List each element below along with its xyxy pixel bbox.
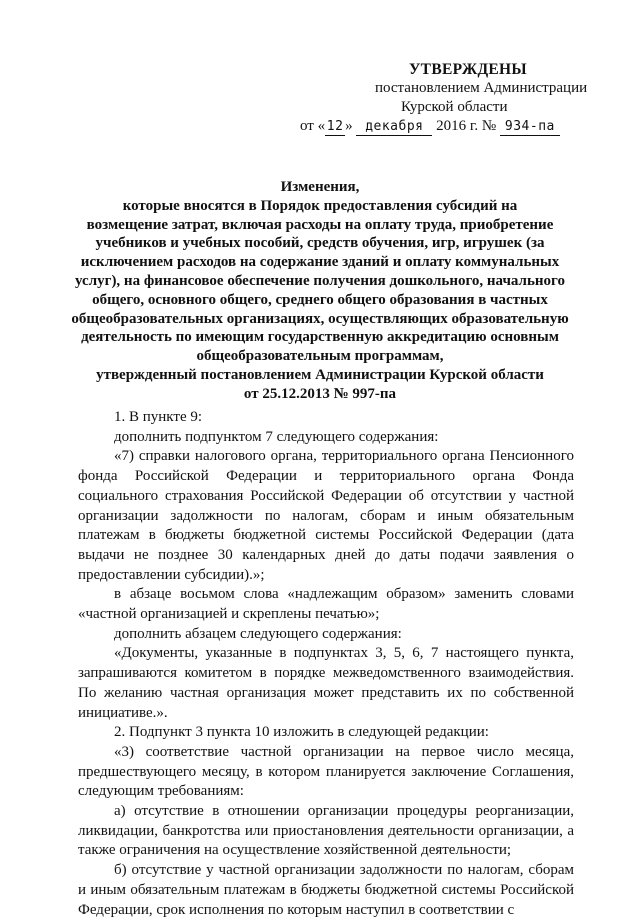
title-line: общеобразовательных организациях, осуществляющих образовательную <box>71 310 569 327</box>
title-line: общего, основного общего, среднего общего образования в частных <box>92 291 548 308</box>
approval-line-2: Курской области <box>401 99 508 115</box>
date-year: 2016 г. № <box>436 118 497 134</box>
title-line: от 25.12.2013 № 997-па <box>243 385 397 402</box>
document-number: 934-па <box>500 119 560 136</box>
paragraph: «7) справки налогового органа, территориального органа Пенсионного фонда Российской Федерации и территориального органа Фонда социального страхования Российской Федерации об отсутствии у частной организации задолжности по налогам, сборам и иным обязательным платежам в бюджеты бюджетной системы Российской Федерации (дата выдачи не позднее 30 календарных дней до даты подачи заявления о предоставлении субсидии).»; <box>78 448 574 583</box>
paragraph: а) отсутствие в отношении организации процедуры реорганизации, ликвидации, банкротства или приостановления деятельности организации, а также ограничения на осуществление хозяйственной деятельности; <box>78 803 574 859</box>
approval-date-line <box>300 117 560 136</box>
paragraph: 2. Подпункт 3 пункта 10 изложить в следующей редакции: <box>114 724 489 741</box>
paragraph: «3) соответствие частной организации на первое число месяца, предшествующего месяцу, в котором планируется заключение Соглашения, следующим требованиям: <box>78 743 574 800</box>
title-line: Изменения, <box>280 179 360 195</box>
date-sep: » <box>345 118 353 134</box>
paragraph: дополнить абзацем следующего содержания: <box>114 625 402 642</box>
paragraph: «Документы, указанные в подпунктах 3, 5, 6, 7 настоящего пункта, запрашиваются комитетом в порядке межведомственного взаимодействия. По желанию частная организация может представить их по собственной инициативе.». <box>78 645 574 721</box>
paragraph: б) отсутствие у частной организации задолжности по налогам, сборам и иным обязательным платежам в бюджеты бюджетной системы Российской Федерации, срок исполнения по которым наступил в соответствии с <box>78 862 574 918</box>
title-line: возмещение затрат, включая расходы на оплату труда, приобретение <box>86 216 554 233</box>
title-line: учебников и учебных пособий, средств обучения, игр, игрушек (за <box>95 235 545 252</box>
title-line: деятельность по имеющим государственную аккредитацию основным <box>81 329 559 346</box>
title-line: утвержденный постановлением Администрации Курской области <box>96 366 544 383</box>
title-line: общеобразовательным программам, <box>196 348 444 365</box>
date-day: 12 <box>326 119 344 134</box>
title-line: исключением расходов на содержание зданий и оплату коммунальных <box>80 254 560 271</box>
document-title <box>70 178 570 404</box>
approval-line-1: постановлением Администрации <box>375 80 588 96</box>
paragraph: в абзаце восьмом слова «надлежащим образом» заменить словами «частной организацией и скреплены печатью»; <box>78 586 574 623</box>
approval-title: УТВЕРЖДЕНЫ <box>409 61 527 78</box>
date-prefix: от « <box>300 118 326 134</box>
title-line: услуг), на финансовое обеспечение получения дошкольного, начального <box>75 272 565 289</box>
document-body <box>78 408 574 920</box>
date-month: декабря <box>356 119 432 136</box>
paragraph: 1. В пункте 9: <box>114 409 203 425</box>
title-line: которые вносятся в Порядок предоставления субсидий на <box>122 197 518 214</box>
paragraph: дополнить подпунктом 7 следующего содержания: <box>114 428 439 445</box>
